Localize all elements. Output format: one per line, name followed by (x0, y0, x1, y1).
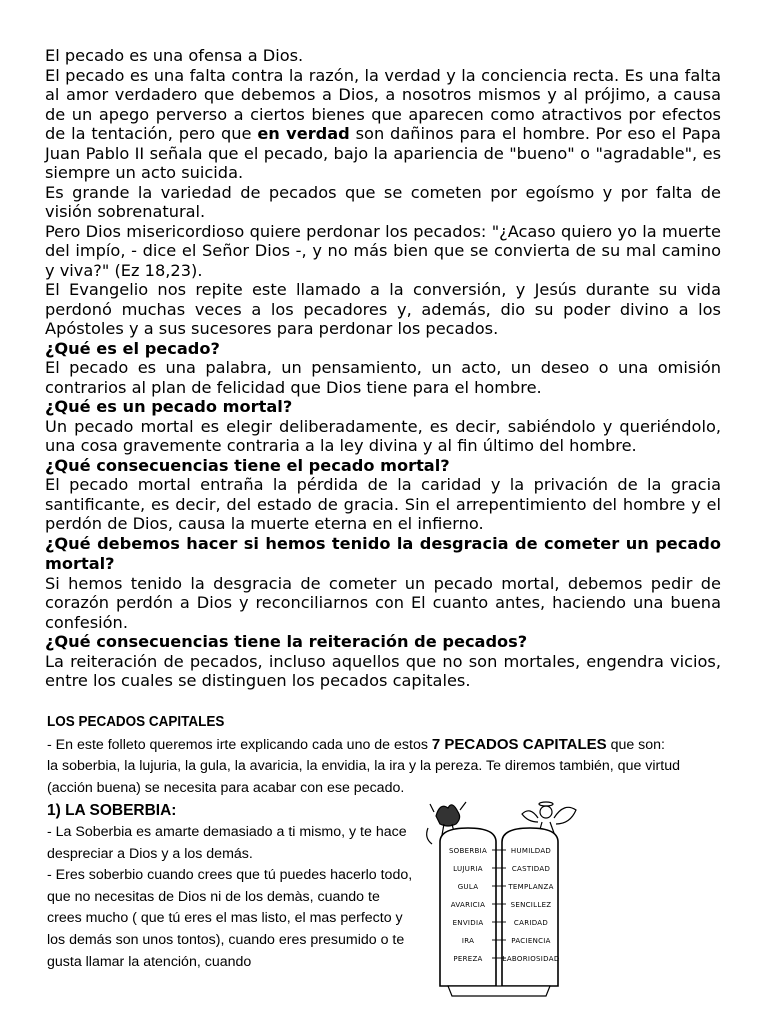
soberbia-paragraph: - Eres soberbio cuando crees que tú puedes hacerlo todo, que no necesitas de Dios ni de los demàs, cuando te crees mucho ( que tú eres el mas listo, el mas perfecto y los demás son unos tontos), cuando eres presumido o te gusta llamar la atención, cuando (47, 867, 413, 970)
virtue-word: PACIENCIA (511, 937, 551, 945)
answer-paragraph: El pecado mortal entraña la pérdida de la caridad y la privación de la gracia santificante, es decir, del estado de gracia. Sin el arrepentimiento del hombre y el perdón de Dios, causa la muerte eterna en el infierno. (45, 475, 721, 533)
answer-paragraph: El pecado es una palabra, un pensamiento, un acto, un deseo o una omisión contrarios al plan de felicidad que Dios tiene para el hombre. (45, 358, 721, 397)
sin-word: ENVIDIA (452, 919, 484, 927)
intro-emphasis: en verdad (257, 124, 350, 143)
soberbia-title: 1) LA SOBERBIA: (47, 802, 177, 819)
answer-paragraph: Si hemos tenido la desgracia de cometer un pecado mortal, debemos pedir de corazón perdón a Dios y reconciliarnos con El cuanto antes, haciendo una buena confesión. (45, 573, 721, 632)
virtue-word: CARIDAD (513, 919, 549, 927)
virtue-word: TEMPLANZA (508, 883, 554, 891)
sin-word: PEREZA (453, 955, 483, 963)
question-heading: ¿Qué es un pecado mortal? (45, 397, 293, 416)
intro-section (45, 46, 721, 691)
capitales-section (47, 712, 727, 799)
virtue-word: SENCILLEZ (510, 901, 552, 909)
virtue-word: CASTIDAD (511, 865, 551, 873)
soberbia-paragraph: - La Soberbia es amarte demasiado a ti mismo, y te hace despreciar a Dios y a los demás. (47, 824, 407, 862)
tablets-base (448, 986, 550, 996)
capitales-intro (47, 734, 727, 757)
capitales-text: que son: (606, 736, 665, 753)
intro-text: son dañinos para el hombre. Por eso el Papa Juan Pablo II señala que el pecado, bajo la apariencia de "bueno" o "agradable", es siempre un acto suicida. (45, 124, 721, 182)
intro-paragraph: Pero Dios misericordioso quiere perdonar los pecados: "¿Acaso quiero yo la muerte del impío, - dice el Señor Dios -, y no más bien que se convierta de su mal camino y viva?" (Ez 18,23). (45, 221, 721, 280)
capitales-title: LOS PECADOS CAPITALES (47, 714, 225, 730)
question-heading: ¿Qué consecuencias tiene la reiteración de pecados? (45, 632, 528, 651)
intro-paragraph: El Evangelio nos repite este llamado a la conversión, y Jesús durante su vida perdonó muchas veces a los pecadores y, además, dio su poder divino a los Apóstoles y a sus sucesores para perdonar los pecados. (45, 280, 721, 338)
soberbia-section (47, 800, 417, 973)
virtue-word: LABORIOSIDAD (502, 955, 560, 963)
question-heading: ¿Qué es el pecado? (45, 338, 220, 358)
intro-paragraph (45, 66, 721, 183)
sin-word: AVARICIA (450, 901, 486, 909)
sin-word: SOBERBIA (448, 847, 488, 855)
question-heading: ¿Qué debemos hacer si hemos tenido la desgracia de cometer un pecado mortal? (45, 533, 721, 573)
capitales-list: la soberbia, la lujuria, la gula, la avaricia, la envidia, la ira y la pereza. Te diremos también, que virtud (acción buena) se necesita para acabar con ese pecado. (47, 758, 680, 796)
sin-word: GULA (457, 883, 479, 891)
question-heading: ¿Qué consecuencias tiene el pecado mortal? (45, 455, 450, 475)
capitales-text: - En este folleto queremos irte explicando cada uno de estos (47, 736, 432, 753)
capitales-emphasis: 7 PECADOS CAPITALES (431, 735, 607, 753)
sin-word: LUJURIA (453, 865, 483, 873)
sins-virtues-tablets-illustration (418, 798, 584, 998)
intro-paragraph: El pecado es una ofensa a Dios. (45, 46, 304, 65)
intro-text: El pecado es una falta contra la razón, la verdad y la conciencia recta. Es una falta al amor verdadero que debemos a Dios, a nosotros mismos y al prójimo, a causa de un apego perverso a ciertos bienes que aparecen como atractivos por efectos de la tentación, pero que (45, 65, 721, 143)
answer-paragraph: La reiteración de pecados, incluso aquellos que no son mortales, engendra vicios, entre los cuales se distinguen los pecados capitales. (45, 651, 721, 690)
intro-paragraph: Es grande la variedad de pecados que se cometen por egoísmo y por falta de visión sobrenatural. (45, 182, 721, 221)
answer-paragraph: Un pecado mortal es elegir deliberadamente, es decir, sabiéndolo y queriéndolo, una cosa gravemente contraria a la ley divina y al fin último del hombre. (45, 416, 721, 455)
sin-word: IRA (461, 937, 475, 945)
virtue-word: HUMILDAD (510, 847, 552, 855)
